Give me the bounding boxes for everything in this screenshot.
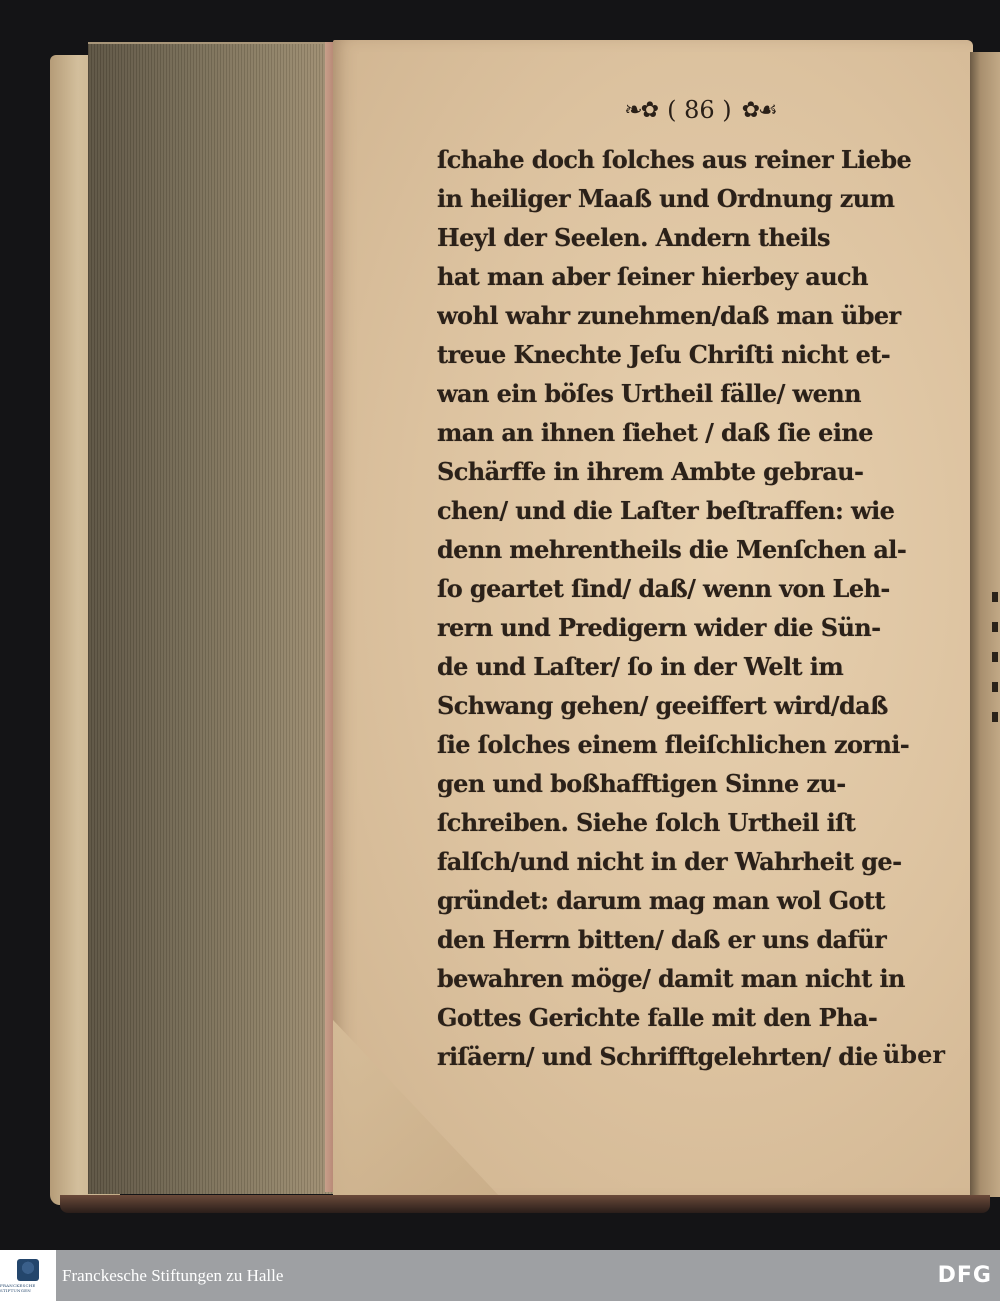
text-line: ſchahe doch ſolches aus reiner Liebe — [437, 145, 912, 174]
text-line: riſäern/ und Schrifftgelehrten/ die — [437, 1042, 878, 1071]
catchword: über — [882, 1040, 945, 1069]
text-line: Heyl der Seelen. Andern theils — [437, 223, 830, 252]
page-header — [580, 90, 820, 130]
text-line: treue Knechte Jeſu Chriſti nicht et- — [437, 340, 891, 369]
text-line: falſch/und nicht in der Wahrheit ge- — [437, 847, 902, 876]
text-line: in heiliger Maaß und Ordnung zum — [437, 184, 895, 213]
text-line: rern und Predigern wider die Sün- — [437, 613, 881, 642]
page-text — [437, 140, 947, 1076]
text-line: wohl wahr zunehmen/daß man über — [437, 301, 901, 330]
text-line: gründet: darum mag man wol Gott — [437, 886, 885, 915]
book-bottom-edge — [60, 1195, 990, 1213]
text-line: den Herrn bitten/ daß er uns dafür — [437, 925, 887, 954]
text-line: man an ihnen ſiehet / daß ſie eine — [437, 418, 873, 447]
footer-bar — [0, 1250, 1000, 1301]
text-line: bewahren möge/ damit man nicht in — [437, 964, 905, 993]
ornament-left-icon: ❧✿ — [624, 97, 658, 123]
facing-page-marks — [992, 592, 998, 732]
text-line: hat man aber ſeiner hierbey auch — [437, 262, 868, 291]
text-line: wan ein böſes Urtheil fälle/ wenn — [437, 379, 861, 408]
text-line: de und Laſter/ ſo in der Welt im — [437, 652, 844, 681]
page-number: ( 86 ) — [667, 96, 732, 124]
dfg-logo[interactable]: DFG — [937, 1263, 992, 1288]
building-emblem-icon — [17, 1259, 39, 1281]
text-line: Schwang gehen/ geeiffert wird/daß — [437, 691, 888, 720]
text-line: ſie ſolches einem fleiſchlichen zorni- — [437, 730, 910, 759]
logo-caption: FRANCKESCHE STIFTUNGEN — [0, 1282, 36, 1293]
text-line: denn mehrentheils die Menſchen al- — [437, 535, 907, 564]
text-line: ſo geartet ſind/ daß/ wenn von Leh- — [437, 574, 890, 603]
facing-page-edge — [970, 52, 1000, 1197]
institution-name: Franckesche Stiftungen zu Halle — [62, 1265, 284, 1285]
text-line: gen und boßhafftigen Sinne zu- — [437, 769, 846, 798]
text-line: ſchreiben. Siehe ſolch Urtheil iſt — [437, 808, 856, 837]
ornament-right-icon: ✿☙ — [741, 97, 776, 123]
text-line: Gottes Gerichte falle mit den Pha- — [437, 1003, 878, 1032]
page-block-edges — [88, 42, 333, 1194]
text-line: chen/ und die Laſter beſtraffen: wie — [437, 496, 895, 525]
institution-logo[interactable] — [0, 1250, 56, 1301]
text-line: Schärffe in ihrem Ambte gebrau- — [437, 457, 864, 486]
